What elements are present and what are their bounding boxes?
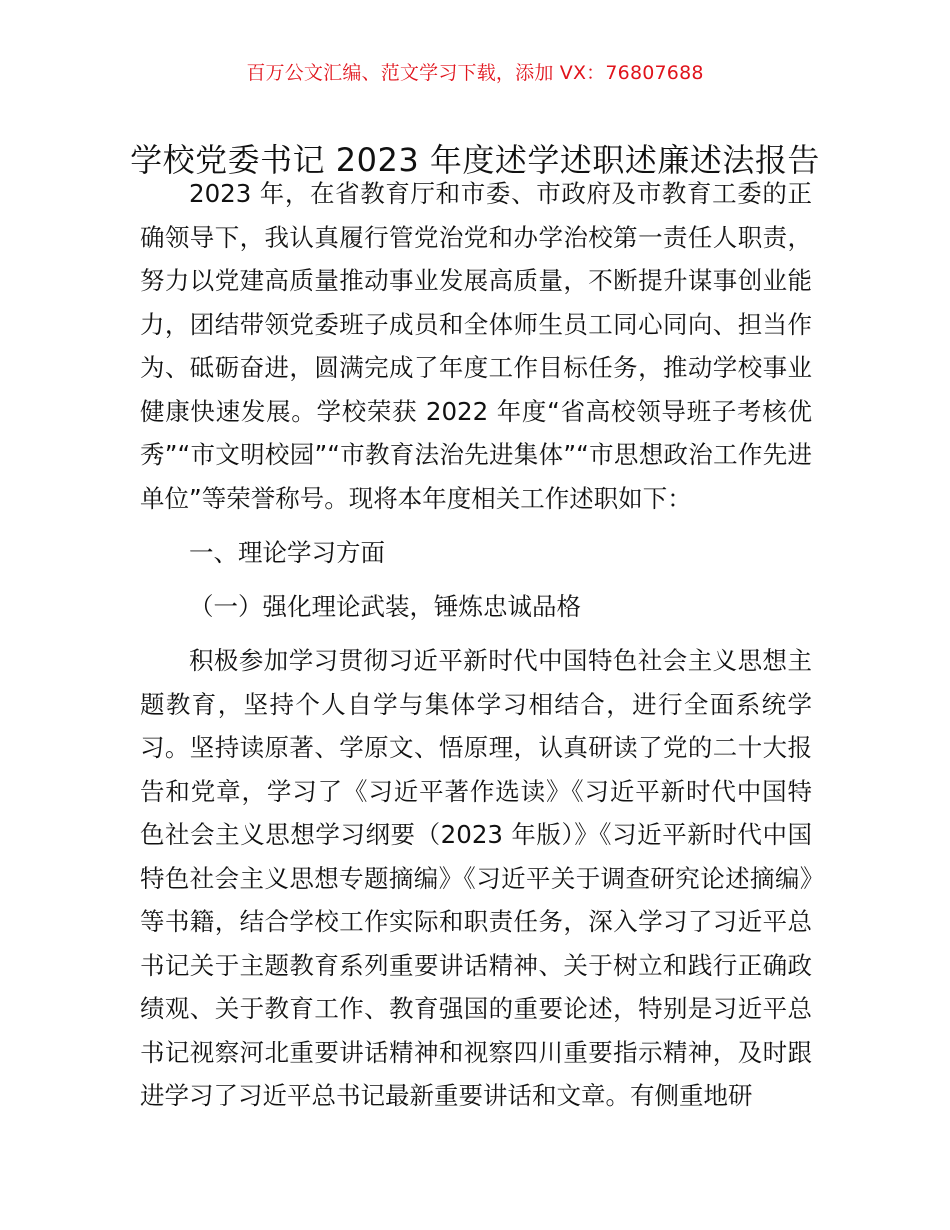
intro-paragraph: 2023 年，在省教育厅和市委、市政府及市教育工委的正确领导下，我认真履行管党治党和办学治校第一责任人职责，努力以党建高质量推动事业发展高质量，不断提升谋事创业能力，团结带领党委班子成员和全体师生员工同心同向、担当作为、砥砺奋进，圆满完成了年度工作目标任务，推动学校事业健康快速发展。学校荣获 2022 年度“省高校领导班子考核优秀”“市文明校园”“市教育法治先进集体”“市思想政治工作先进单位”等荣誉称号。现将本年度相关工作述职如下： [140, 179, 812, 513]
section-heading-theory-study: 一、理论学习方面 [189, 538, 385, 567]
document-body [140, 172, 812, 1118]
header-note: 百万公文汇编、范文学习下载，添加 VX：76807688 [246, 62, 704, 84]
body-paragraph: 积极参加学习贯彻习近平新时代中国特色社会主义思想主题教育，坚持个人自学与集体学习相结合，进行全面系统学习。坚持读原著、学原文、悟原理，认真研读了党的二十大报告和党章，学习了《习近平著作选读》《习近平新时代中国特色社会主义思想学习纲要（2023 年版）》《习近平新时代中国特色社会主义思想专题摘编》《习近平关于调查研究论述摘编》等书籍，结合学校工作实际和职责任务，深入学习了习近平总书记关于主题教育系列重要讲话精神、关于树立和践行正确政绩观、关于教育工作、教育强国的重要论述，特别是习近平总书记视察河北重要讲话精神和视察四川重要指示精神，及时跟进学习了习近平总书记最新重要讲话和文章。有侧重地研 [140, 646, 812, 1110]
subsection-heading-theory-arming: （一）强化理论武装，锤炼忠诚品格 [189, 591, 581, 621]
document-title: 学校党委书记 2023 年度述学述职述廉述法报告 [130, 141, 820, 180]
